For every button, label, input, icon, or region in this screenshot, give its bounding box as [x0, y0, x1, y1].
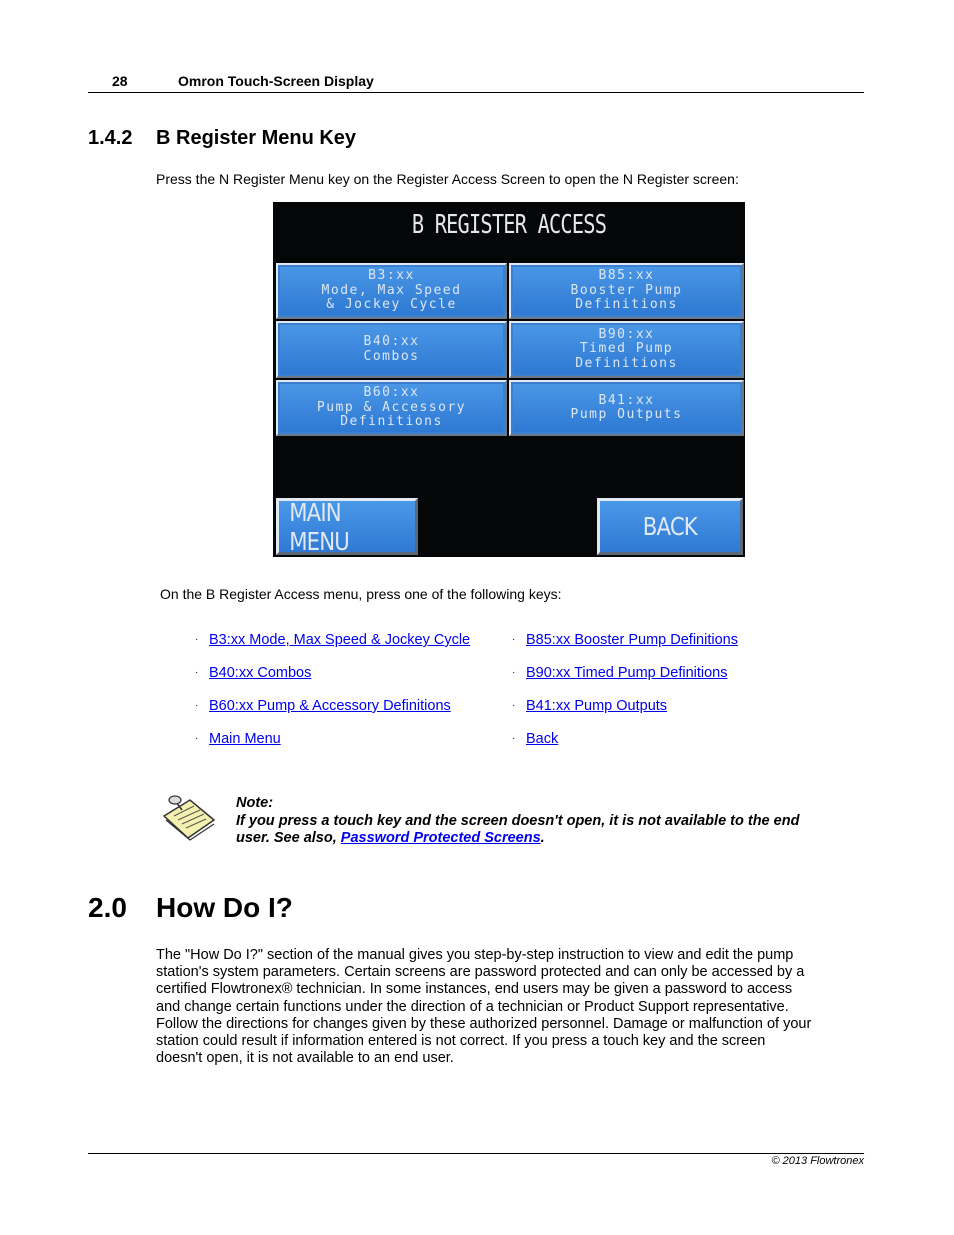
- key-b41-line1: B41:xx: [598, 392, 655, 408]
- note-text-line1: If you press a touch key and the screen doesn't open, it is not available to the end: [236, 813, 800, 829]
- link-b60[interactable]: B60:xx Pump & Accessory Definitions: [209, 698, 451, 714]
- note-text-line2: [236, 830, 545, 846]
- key-b3[interactable]: [276, 263, 507, 319]
- bullet: ·: [512, 733, 516, 744]
- section-number: 1.4.2: [88, 127, 133, 149]
- screen-title: B REGISTER ACCESS: [411, 210, 607, 240]
- password-protected-screens-link[interactable]: Password Protected Screens: [340, 830, 541, 846]
- key-b90-line3: Definitions: [575, 355, 678, 371]
- link-b40[interactable]: B40:xx Combos: [209, 665, 312, 681]
- page-number: 28: [112, 73, 128, 89]
- main-menu-key[interactable]: [276, 498, 418, 555]
- access-instruction: On the B Register Access menu, press one of the following keys:: [160, 586, 562, 602]
- key-b85-line1: B85:xx: [598, 268, 655, 284]
- footer-rule: [88, 1153, 864, 1154]
- paragraph-line: certified Flowtronex® technician. In some instances, end users may be given a password to access: [156, 981, 793, 997]
- section-title: B Register Menu Key: [156, 127, 357, 149]
- bullet: ·: [195, 634, 199, 645]
- b-register-access-screenshot: [273, 202, 745, 557]
- chapter-title: How Do I?: [156, 892, 293, 923]
- back-key-label: BACK: [642, 512, 698, 541]
- paragraph-line: doesn't open, it is not available to an end user.: [156, 1050, 454, 1066]
- link-b90[interactable]: B90:xx Timed Pump Definitions: [526, 665, 728, 681]
- main-menu-key-label: MAIN MENU: [289, 497, 350, 556]
- key-b41-line2: Pump Outputs: [570, 407, 683, 422]
- link-main-menu[interactable]: Main Menu: [209, 731, 281, 747]
- key-b40[interactable]: [276, 321, 507, 378]
- key-b3-line2: Mode, Max Speed: [321, 282, 462, 298]
- paragraph-line: The "How Do I?" section of the manual gives you step-by-step instruction to view and edit the pump: [156, 947, 794, 963]
- key-b60[interactable]: [276, 380, 507, 436]
- chapter-number: 2.0: [88, 892, 127, 923]
- notepad-pushpin-icon: [160, 794, 218, 844]
- key-b90[interactable]: [509, 321, 744, 378]
- bullet: ·: [195, 667, 199, 678]
- running-header-title: Omron Touch-Screen Display: [178, 73, 374, 89]
- bullet: ·: [512, 667, 516, 678]
- bullet: ·: [512, 700, 516, 711]
- link-b3[interactable]: B3:xx Mode, Max Speed & Jockey Cycle: [209, 632, 471, 648]
- key-b41[interactable]: [509, 380, 744, 436]
- paragraph-line: Follow the directions for changes given by these authorized personnel. Damage or malfunction of your: [156, 1016, 812, 1032]
- link-b41[interactable]: B41:xx Pump Outputs: [526, 698, 668, 714]
- section-intro: Press the N Register Menu key on the Register Access Screen to open the N Register screen:: [156, 171, 739, 187]
- key-b85[interactable]: [509, 263, 744, 319]
- paragraph-line: and change certain functions under the direction of a technician or Product Support representative.: [156, 999, 789, 1015]
- paragraph-line: station's system parameters. Certain screens are password protected and can only be accessed by a: [156, 964, 805, 980]
- key-b40-line2: Combos: [363, 348, 420, 364]
- bullet: ·: [195, 733, 199, 744]
- footer-copyright: © 2013 Flowtronex: [771, 1155, 864, 1167]
- key-b90-line1: B90:xx: [598, 326, 655, 342]
- key-b85-line2: Booster Pump: [570, 282, 683, 298]
- header-rule: [88, 92, 864, 93]
- bullet: ·: [512, 634, 516, 645]
- note-label: Note:: [236, 795, 274, 811]
- key-b3-line1: B3:xx: [368, 268, 415, 284]
- bullet: ·: [195, 700, 199, 711]
- back-key[interactable]: [597, 498, 743, 555]
- note-text-suffix: .: [540, 830, 545, 846]
- link-back[interactable]: Back: [526, 731, 559, 747]
- paragraph-line: station could result if information entered is not correct. If you press a touch key and the screen: [156, 1033, 766, 1049]
- key-b60-line2: Pump & Accessory: [316, 399, 467, 415]
- key-b90-line2: Timed Pump: [579, 341, 674, 357]
- key-b40-line1: B40:xx: [363, 334, 420, 349]
- key-b85-line3: Definitions: [575, 297, 678, 313]
- key-b3-line3: & Jockey Cycle: [326, 297, 457, 313]
- note-text-prefix: user. See also,: [236, 830, 341, 846]
- key-b60-line3: Definitions: [340, 414, 443, 430]
- key-b60-line1: B60:xx: [363, 385, 420, 401]
- link-b85[interactable]: B85:xx Booster Pump Definitions: [526, 632, 738, 648]
